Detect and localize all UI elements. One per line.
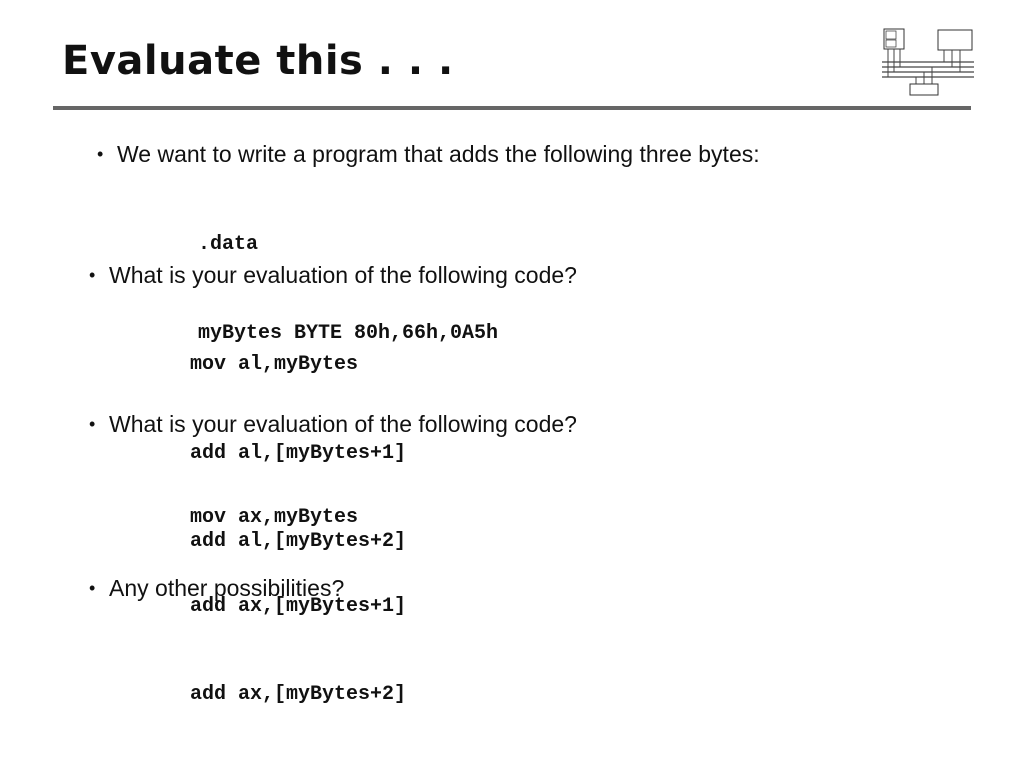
- bullet-glyph: •: [89, 414, 96, 434]
- bullet-glyph: •: [89, 265, 96, 285]
- code-line: add al,[myBytes+1]: [190, 441, 407, 465]
- title-divider: [53, 106, 971, 110]
- computer-architecture-diagram-icon: [880, 26, 976, 98]
- code-line: add ax,[myBytes+2]: [190, 683, 407, 706]
- slide-title: Evaluate this . . .: [62, 38, 454, 84]
- bullet-item: [89, 262, 577, 289]
- code-line: mov al,myBytes: [190, 353, 359, 376]
- code-line: add ax,[myBytes+1]: [190, 594, 407, 618]
- bullet-item: [89, 411, 577, 438]
- code-line: .data: [198, 233, 259, 256]
- bullet-text: Any other possibilities?: [109, 575, 345, 601]
- bullet-glyph: •: [97, 144, 104, 164]
- bullet-glyph: •: [89, 578, 96, 598]
- bullet-item: [97, 141, 760, 168]
- bullet-text: What is your evaluation of the following code?: [109, 262, 577, 288]
- bullet-text: We want to write a program that adds the following three bytes:: [117, 141, 760, 167]
- code-line: myBytes BYTE 80h,66h,0A5h: [198, 321, 499, 345]
- code-block: [190, 444, 406, 768]
- bullet-item: [89, 575, 344, 602]
- code-line: mov ax,myBytes: [190, 506, 359, 529]
- bullet-text: What is your evaluation of the following code?: [109, 411, 577, 437]
- code-line: add al,[myBytes+2]: [190, 530, 407, 553]
